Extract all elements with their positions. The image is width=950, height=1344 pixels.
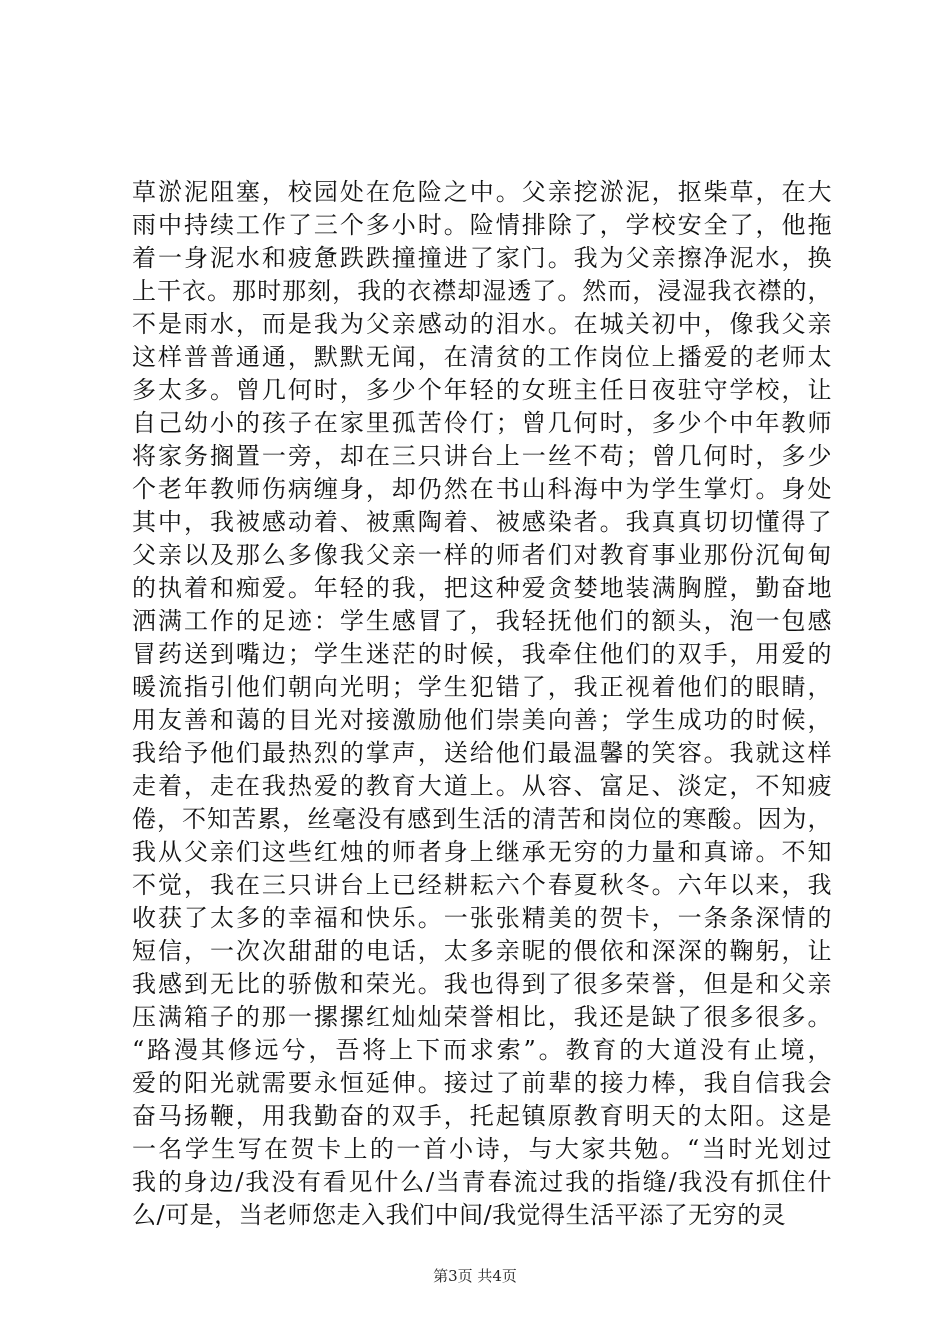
text-line: 压满箱子的那一摞摞红灿灿荣誉相比，我还是缺了很多很多。: [132, 1003, 832, 1031]
text-line: 我从父亲们这些红烛的师者身上继承无穷的力量和真谛。不知: [132, 838, 832, 866]
text-line: 我给予他们最热烈的掌声，送给他们最温馨的笑容。我就这样: [132, 739, 832, 767]
body-text: [132, 176, 832, 1232]
text-line: 冒药送到嘴边；学生迷茫的时候，我牵住他们的双手，用爱的: [132, 640, 832, 668]
text-line: 父亲以及那么多像我父亲一样的师者们对教育事业那份沉甸甸: [132, 541, 832, 569]
text-line: 一名学生写在贺卡上的一首小诗，与大家共勉。“当时光划过: [132, 1135, 832, 1163]
text-line: 草淤泥阻塞，校园处在危险之中。父亲挖淤泥，抠柴草，在大: [132, 178, 832, 206]
text-line: 上干衣。那时那刻，我的衣襟却湿透了。然而，浸湿我衣襟的，: [132, 277, 832, 305]
text-line: 这样普普通通，默默无闻，在清贫的工作岗位上播爱的老师太: [132, 343, 832, 371]
text-line: 暖流指引他们朝向光明；学生犯错了，我正视着他们的眼睛，: [132, 673, 832, 701]
text-line: 爱的阳光就需要永恒延伸。接过了前辈的接力棒，我自信我会: [132, 1069, 832, 1097]
text-line: 着一身泥水和疲惫跌跌撞撞进了家门。我为父亲擦净泥水，换: [132, 244, 832, 272]
text-line: 走着，走在我热爱的教育大道上。从容、富足、淡定，不知疲: [132, 772, 832, 800]
text-line: 收获了太多的幸福和快乐。一张张精美的贺卡，一条条深情的: [132, 904, 832, 932]
text-line: 多太多。曾几何时，多少个年轻的女班主任日夜驻守学校，让: [132, 376, 832, 404]
text-line: 其中，我被感动着、被熏陶着、被感染者。我真真切切懂得了: [132, 508, 832, 536]
text-line: 自己幼小的孩子在家里孤苦伶仃；曾几何时，多少个中年教师: [132, 409, 832, 437]
text-line: 奋马扬鞭，用我勤奋的双手，托起镇原教育明天的太阳。这是: [132, 1102, 832, 1130]
text-line: 我的身边/我没有看见什么/当青春流过我的指缝/我没有抓住什: [132, 1168, 832, 1196]
text-line: 我感到无比的骄傲和荣光。我也得到了很多荣誉，但是和父亲: [132, 970, 832, 998]
text-line: 雨中持续工作了三个多小时。险情排除了，学校安全了，他拖: [132, 211, 832, 239]
text-line: 不是雨水，而是我为父亲感动的泪水。在城关初中，像我父亲: [132, 310, 832, 338]
text-line: 将家务搁置一旁，却在三只讲台上一丝不苟；曾几何时，多少: [132, 442, 832, 470]
text-line: “路漫其修远兮，吾将上下而求索”。教育的大道没有止境，: [132, 1036, 832, 1064]
text-line: 个老年教师伤病缠身，却仍然在书山科海中为学生掌灯。身处: [132, 475, 832, 503]
text-line: 的执着和痴爱。年轻的我，把这种爱贪婪地装满胸膛，勤奋地: [132, 574, 832, 602]
text-line: 洒满工作的足迹：学生感冒了，我轻抚他们的额头，泡一包感: [132, 607, 832, 635]
page-footer: 第3页 共4页: [433, 1267, 517, 1285]
text-line: 不觉，我在三只讲台上已经耕耘六个春夏秋冬。六年以来，我: [132, 871, 832, 899]
text-line: 么/可是，当老师您走入我们中间/我觉得生活平添了无穷的灵: [132, 1201, 787, 1229]
text-line: 短信，一次次甜甜的电话，太多亲昵的偎依和深深的鞠躬，让: [132, 937, 832, 965]
text-line: 用友善和蔼的目光对接激励他们崇美向善；学生成功的时候，: [132, 706, 832, 734]
text-line: 倦，不知苦累，丝毫没有感到生活的清苦和岗位的寒酸。因为，: [132, 805, 832, 833]
